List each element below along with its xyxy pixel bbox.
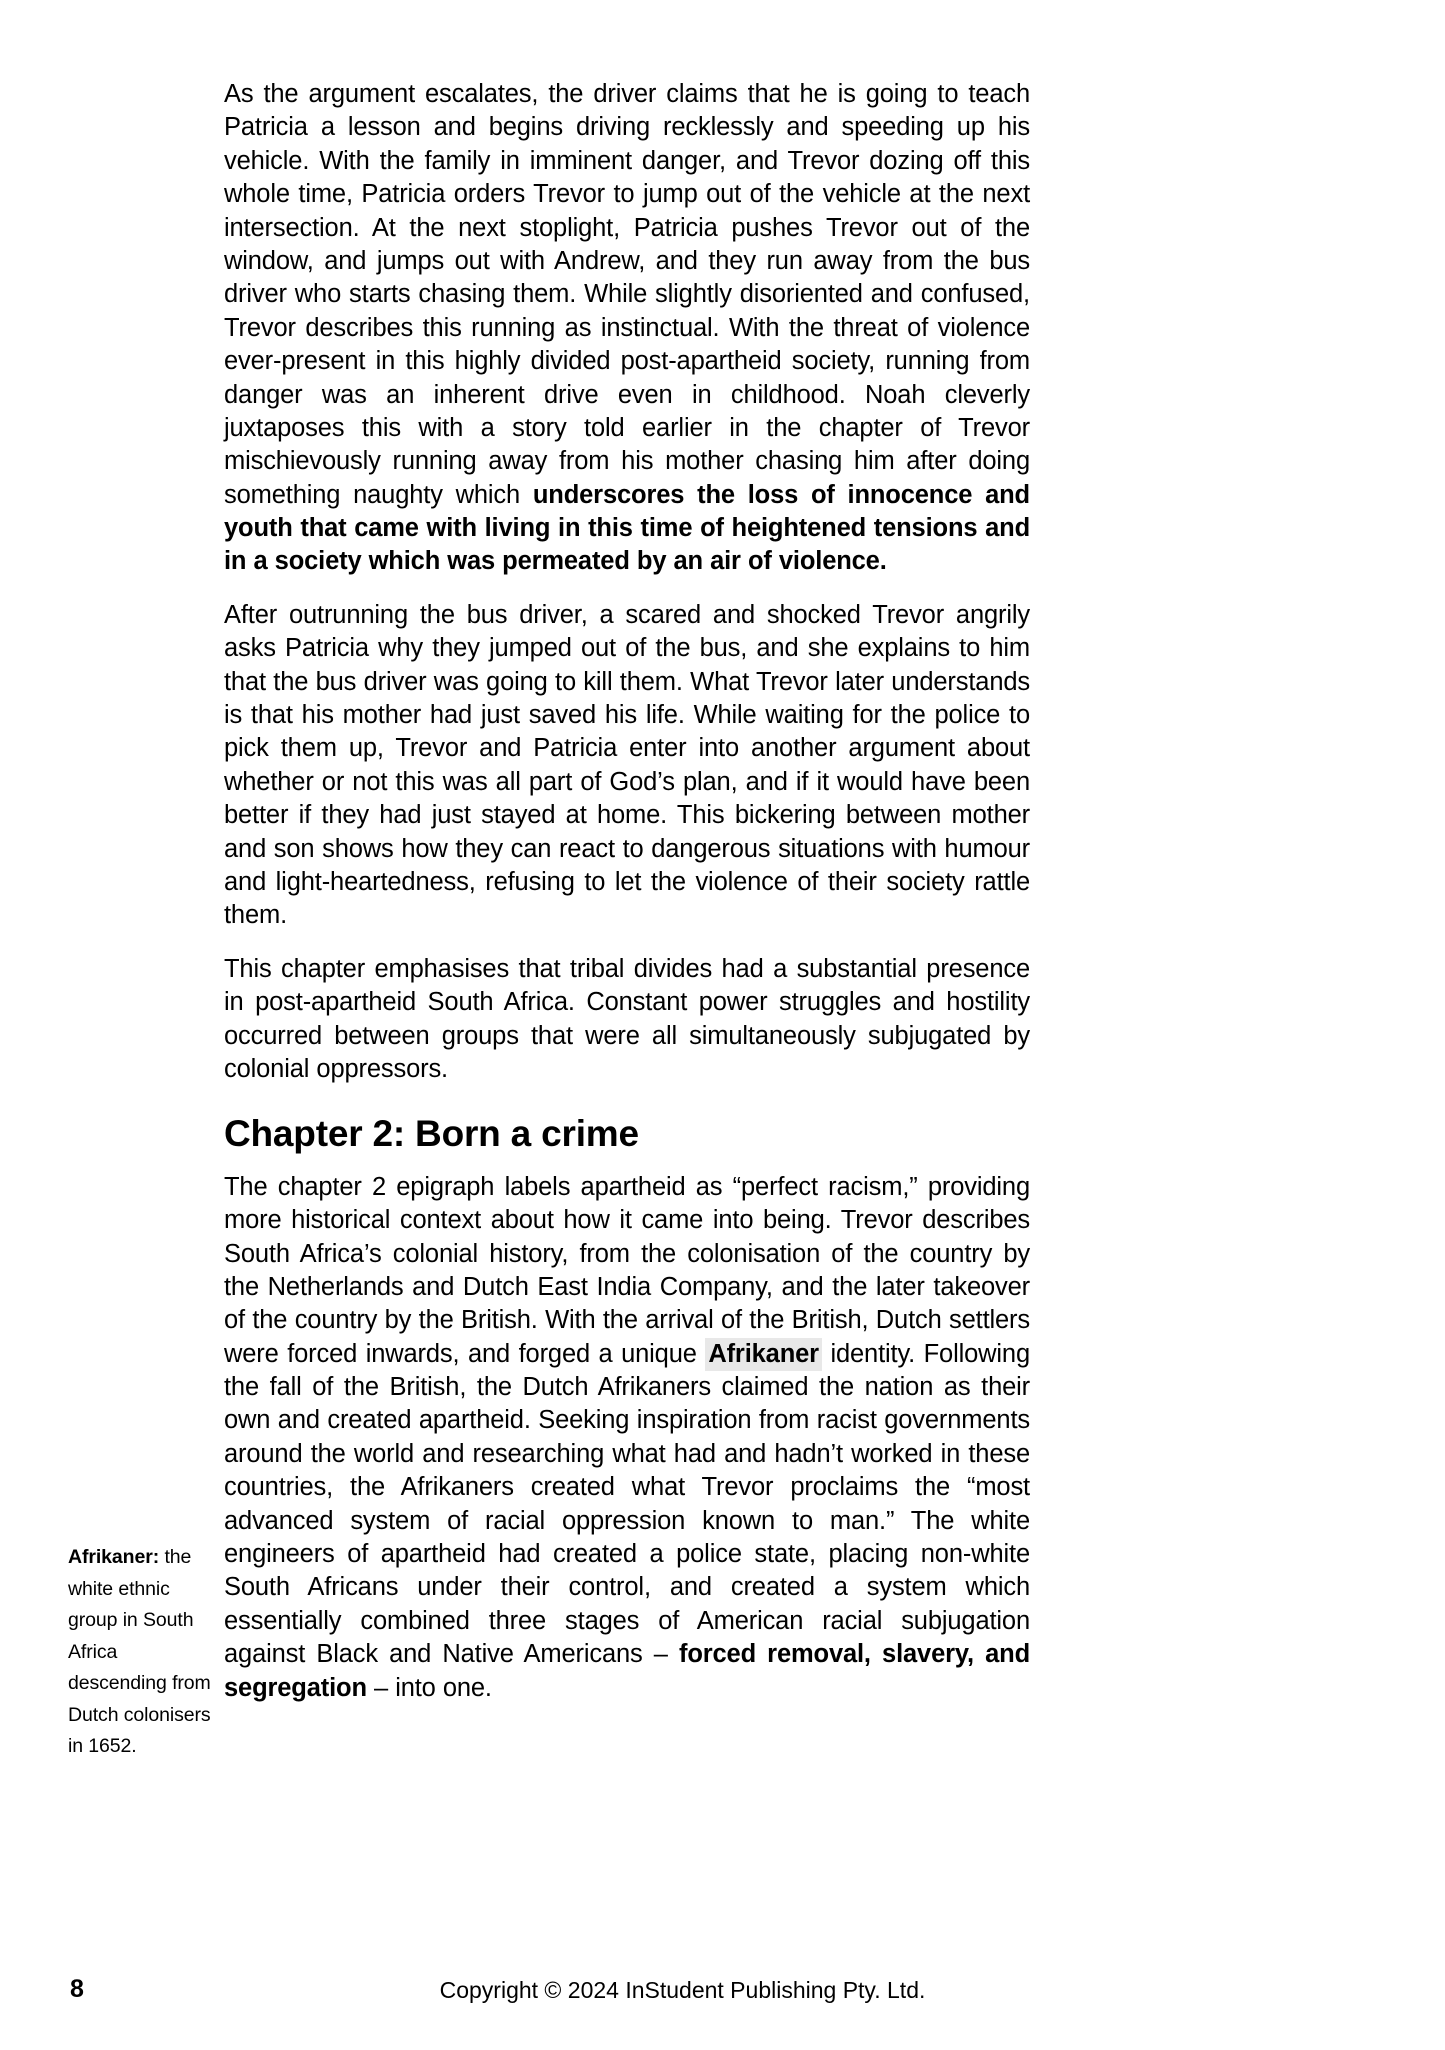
copyright-notice: Copyright © 2024 InStudent Publishing Pty. Ltd.: [439, 1977, 926, 2003]
bold-emphasis: forced removal, slavery, and segregation: [224, 1640, 1030, 1702]
chapter-heading: Chapter 2: Born a crime: [224, 1113, 639, 1155]
paragraph-1: As the argument escalates, the driver claims that he is going to teach Patricia a lesson and begins driving recklessly and speeding up his vehicle. With the family in imminent danger, and Trevor dozing off this whole time, Patricia orders Trevor to jump out of the vehicle at the next intersection. At the next stoplight, Patricia pushes Trevor out of the window, and jumps out with Andrew, and they run away from the bus driver who starts chasing them. While slightly disoriented and confused, Trevor describes this running as instinctual. With the threat of violence ever-present in this highly divided post-apartheid society, running from danger was an inherent drive even in childhood. Noah cleverly juxtaposes this with a story told earlier in the chapter of Trevor mischievously running away from his mother chasing him after doing something naughty which underscores the loss of innocence and youth that came with living in this time of heightened tensions and in a society which was permeated by an air of violence.: [224, 80, 1030, 576]
bold-emphasis: underscores the loss of innocence and youth that came with living in this time of heightened tensions and in a society which was permeated by an air of violence.: [224, 480, 1030, 576]
main-text-column: [224, 78, 1030, 1705]
page-footer: [0, 1975, 1445, 2019]
paragraph-2: After outrunning the bus driver, a scared and shocked Trevor angrily asks Patricia why they jumped out of the bus, and she explains to him that the bus driver was going to kill them. What Trevor later understands is that his mother had just saved his life. While waiting for the police to pick them up, Trevor and Patricia enter into another argument about whether or not this was all part of God’s plan, and if it would have been better if they had just stayed at home. This bickering between mother and son shows how they can react to dangerous situations with humour and light-heartedness, refusing to let the violence of their society rattle them.: [224, 600, 1030, 930]
highlighted-term: Afrikaner: [705, 1338, 822, 1371]
paragraph-4: The chapter 2 epigraph labels apartheid as “perfect racism,” providing more historical context about how it came into being. Trevor describes South Africa’s colonial history, from the colonisation of the country by the Netherlands and Dutch East India Company, and the later takeover of the country by the British. With the arrival of the British, Dutch settlers were forced inwards, and forged a unique Afrikaner identity. Following the fall of the British, the Dutch Afrikaners claimed the nation as their own and created apartheid. Seeking inspiration from racist governments around the world and researching what had and hadn’t worked in these countries, the Afrikaners created what Trevor proclaims the “most advanced system of racial oppression known to man.” The white engineers of apartheid had created a police state, placing non-white South Africans under their control, and created a system which essentially combined three stages of American racial subjugation against Black and Native Americans – forced removal, slavery, and segregation – into one.: [224, 1172, 1030, 1702]
margin-note-afrikaner: [68, 1542, 218, 1763]
margin-note-definition: the white ethnic group in South Africa descending from Dutch colonisers in 1652.: [68, 1546, 211, 1758]
paragraph-3: This chapter emphasises that tribal divides had a substantial presence in post-apartheid South Africa. Constant power struggles and hostility occurred between groups that were all simultaneously subjugated by colonial oppressors.: [224, 954, 1030, 1083]
page-number: 8: [70, 1975, 84, 2003]
margin-note-term: Afrikaner:: [68, 1546, 160, 1568]
